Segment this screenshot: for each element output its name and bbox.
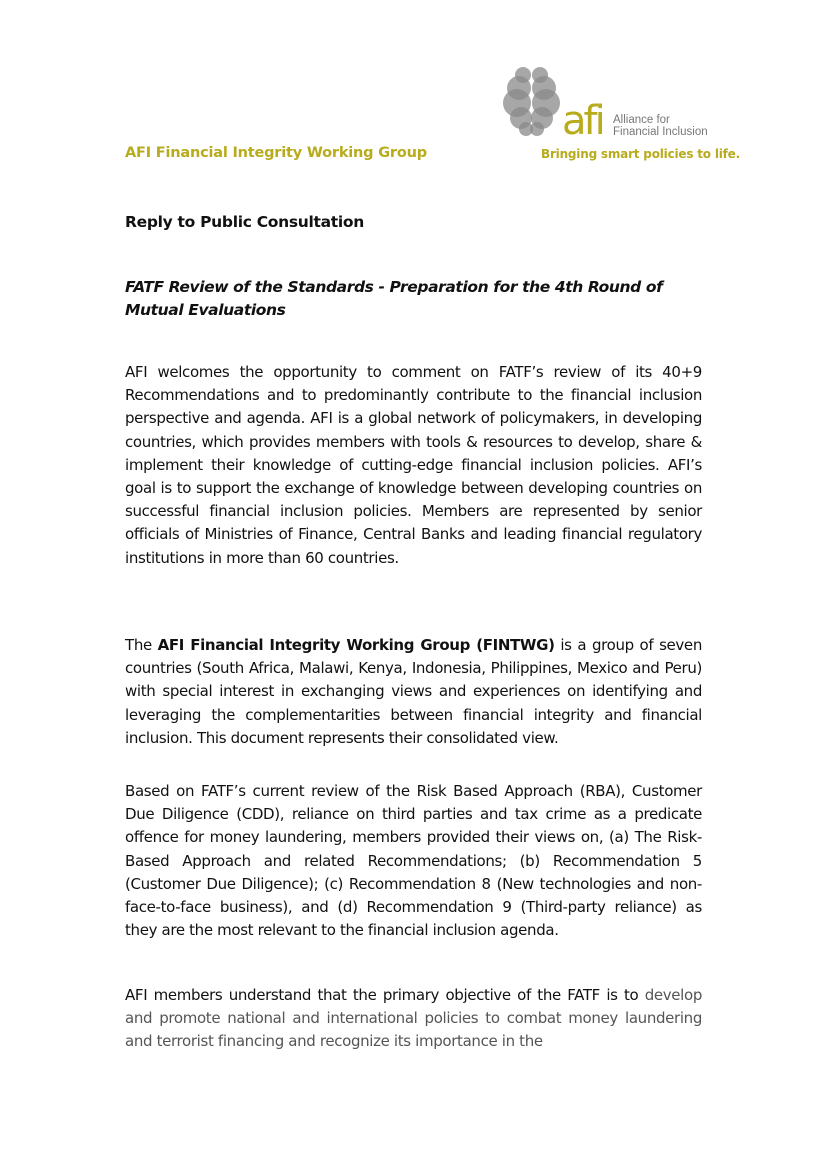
paragraph-review: Based on FATF’s current review of the Risk Based Approach (RBA), Customer Due Diligence (CDD), reliance on third parties and tax crime as a predicate offence for money laundering, members provided their views on, (a) The Risk-Based Approach and related Recommendations; (b) Recommendation 5 (Customer Due Diligence); (c) Recommendation 8 (New technologies and non-face-to-face business), and (d) Recommendation 9 (Third-party reliance) as they are the most relevant to the financial inclusion agenda. (125, 782, 702, 940)
fintwg-name: AFI Financial Integrity Working Group (FINTWG) (157, 636, 555, 654)
p2-post: is a group of seven countries (South Africa, Malawi, Kenya, Indonesia, Philippines, Mexico and Peru) with special interest in exchanging views and experiences on identifying and leveraging the complementarities between financial integrity and financial inclusion. This document represents their consolidated view. (125, 636, 702, 747)
logo-line-2: Financial Inclusion (613, 126, 708, 138)
brain-icon (503, 66, 718, 141)
paragraph-fintwg (125, 634, 702, 750)
p2-pre: The (125, 636, 158, 654)
working-group-name: AFI Financial Integrity Working Group (125, 145, 427, 161)
logo-line-1: Alliance for (613, 114, 670, 126)
tagline: Bringing smart policies to life. (541, 147, 740, 161)
paragraph-objective (125, 984, 702, 1054)
paragraph-intro: AFI welcomes the opportunity to comment on FATF’s review of its 40+9 Recommendations and to predominantly contribute to the financial inclusion perspective and agenda. AFI is a global network of policymakers, in developing countries, which provides members with tools & resources to develop, share & implement their knowledge of cutting-edge financial inclusion policies. AFI’s goal is to support the exchange of knowledge between developing countries on successful financial inclusion policies. Members are represented by senior officials of Ministries of Finance, Central Banks and leading financial regulatory institutions in more than 60 countries. (125, 363, 702, 567)
afi-wordmark: afi (562, 98, 603, 141)
p4-gray: develop and promote national and international policies to combat money laundering and terrorist financing and recognize its importance in the (125, 986, 702, 1051)
document-subtitle: FATF Review of the Standards - Preparation for the 4th Round of Mutual Evaluations (125, 278, 663, 319)
p4-dark: AFI members understand that the primary objective of the FATF is to (125, 986, 645, 1004)
afi-logo (503, 66, 718, 141)
reply-heading: Reply to Public Consultation (125, 213, 365, 231)
